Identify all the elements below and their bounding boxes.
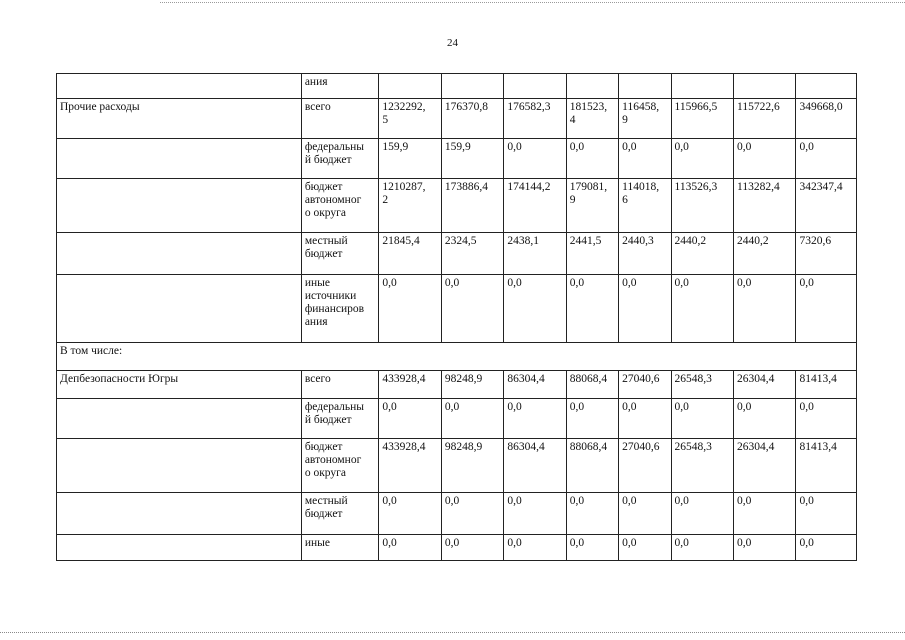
amount-cell: 0,0: [441, 275, 503, 343]
amount-cell: 81413,4: [796, 371, 857, 399]
amount-cell: 0,0: [734, 399, 796, 439]
amount-cell: 0,0: [796, 535, 857, 561]
section-label: В том числе:: [57, 343, 857, 371]
amount-cell: 0,0: [671, 139, 733, 179]
amount-cell: 27040,6: [619, 439, 671, 493]
amount-cell: 0,0: [441, 399, 503, 439]
amount-cell: 7320,6: [796, 233, 857, 275]
amount-cell: 0,0: [504, 275, 566, 343]
amount-cell: 115722,6: [734, 99, 796, 139]
amount-cell: 181523, 4: [566, 99, 618, 139]
expense-name-cell: [57, 275, 302, 343]
amount-cell: 0,0: [796, 399, 857, 439]
amount-cell: 26548,3: [671, 371, 733, 399]
expense-name-cell: Прочие расходы: [57, 99, 302, 139]
amount-cell: 0,0: [441, 493, 503, 535]
amount-cell: 0,0: [504, 139, 566, 179]
amount-cell: 114018, 6: [619, 179, 671, 233]
expense-name-cell: [57, 74, 302, 99]
amount-cell: 2438,1: [504, 233, 566, 275]
amount-cell: 86304,4: [504, 371, 566, 399]
table-row: [57, 99, 857, 139]
amount-cell: 27040,6: [619, 371, 671, 399]
funding-source-cell: всего: [301, 99, 379, 139]
amount-cell: 174144,2: [504, 179, 566, 233]
table-row: [57, 275, 857, 343]
expense-name-cell: [57, 179, 302, 233]
amount-cell: 0,0: [734, 275, 796, 343]
amount-cell: 0,0: [671, 493, 733, 535]
amount-cell: 0,0: [796, 275, 857, 343]
amount-cell: 21845,4: [379, 233, 441, 275]
amount-cell: 0,0: [566, 493, 618, 535]
amount-cell: 26548,3: [671, 439, 733, 493]
funding-source-cell: бюджет автономног о округа: [301, 179, 379, 233]
table-row: [57, 399, 857, 439]
amount-cell: [566, 74, 618, 99]
amount-cell: 0,0: [441, 535, 503, 561]
table-row: [57, 139, 857, 179]
funding-source-cell: иные: [301, 535, 379, 561]
funding-source-cell: иные источники финансиров ания: [301, 275, 379, 343]
amount-cell: 0,0: [379, 535, 441, 561]
amount-cell: 26304,4: [734, 371, 796, 399]
scan-artifact-bottom: [0, 632, 905, 636]
amount-cell: 0,0: [566, 535, 618, 561]
expense-name-cell: [57, 399, 302, 439]
table-row: [57, 233, 857, 275]
amount-cell: 113282,4: [734, 179, 796, 233]
amount-cell: 81413,4: [796, 439, 857, 493]
amount-cell: 0,0: [734, 139, 796, 179]
page-number: 24: [447, 37, 458, 49]
amount-cell: 2440,2: [671, 233, 733, 275]
amount-cell: [619, 74, 671, 99]
amount-cell: 2440,2: [734, 233, 796, 275]
amount-cell: 98248,9: [441, 371, 503, 399]
amount-cell: 1232292, 5: [379, 99, 441, 139]
amount-cell: 176582,3: [504, 99, 566, 139]
amount-cell: 0,0: [379, 275, 441, 343]
amount-cell: 0,0: [734, 493, 796, 535]
amount-cell: 0,0: [619, 493, 671, 535]
amount-cell: 26304,4: [734, 439, 796, 493]
amount-cell: 159,9: [441, 139, 503, 179]
amount-cell: 342347,4: [796, 179, 857, 233]
scan-artifact-top: [160, 2, 905, 5]
amount-cell: 0,0: [566, 275, 618, 343]
amount-cell: 0,0: [671, 275, 733, 343]
amount-cell: 0,0: [796, 493, 857, 535]
expense-name-cell: [57, 139, 302, 179]
amount-cell: 433928,4: [379, 371, 441, 399]
amount-cell: 0,0: [379, 493, 441, 535]
expense-name-cell: [57, 233, 302, 275]
funding-source-cell: ания: [301, 74, 379, 99]
funding-source-cell: федеральны й бюджет: [301, 399, 379, 439]
amount-cell: 433928,4: [379, 439, 441, 493]
amount-cell: 116458, 9: [619, 99, 671, 139]
budget-table: [56, 73, 857, 561]
table-row: [57, 439, 857, 493]
table-row: [57, 535, 857, 561]
amount-cell: 0,0: [619, 275, 671, 343]
amount-cell: 349668,0: [796, 99, 857, 139]
amount-cell: 115966,5: [671, 99, 733, 139]
table-row: [57, 74, 857, 99]
amount-cell: 0,0: [566, 139, 618, 179]
amount-cell: 2324,5: [441, 233, 503, 275]
expense-name-cell: [57, 535, 302, 561]
amount-cell: [671, 74, 733, 99]
amount-cell: 2441,5: [566, 233, 618, 275]
expense-name-cell: [57, 493, 302, 535]
expense-name-cell: [57, 439, 302, 493]
amount-cell: 88068,4: [566, 439, 618, 493]
amount-cell: 159,9: [379, 139, 441, 179]
amount-cell: 0,0: [619, 535, 671, 561]
funding-source-cell: местный бюджет: [301, 233, 379, 275]
funding-source-cell: местный бюджет: [301, 493, 379, 535]
amount-cell: 176370,8: [441, 99, 503, 139]
amount-cell: 0,0: [619, 399, 671, 439]
section-row: [57, 343, 857, 371]
amount-cell: 1210287, 2: [379, 179, 441, 233]
amount-cell: 86304,4: [504, 439, 566, 493]
amount-cell: [734, 74, 796, 99]
amount-cell: 0,0: [566, 399, 618, 439]
table-row: [57, 493, 857, 535]
amount-cell: 88068,4: [566, 371, 618, 399]
amount-cell: 98248,9: [441, 439, 503, 493]
amount-cell: 0,0: [796, 139, 857, 179]
table-row: [57, 179, 857, 233]
amount-cell: 2440,3: [619, 233, 671, 275]
amount-cell: 113526,3: [671, 179, 733, 233]
amount-cell: 173886,4: [441, 179, 503, 233]
expense-name-cell: Депбезопасности Югры: [57, 371, 302, 399]
amount-cell: 0,0: [504, 399, 566, 439]
table-row: [57, 371, 857, 399]
amount-cell: 0,0: [734, 535, 796, 561]
amount-cell: [379, 74, 441, 99]
amount-cell: 179081, 9: [566, 179, 618, 233]
amount-cell: [441, 74, 503, 99]
amount-cell: [796, 74, 857, 99]
funding-source-cell: всего: [301, 371, 379, 399]
funding-source-cell: федеральны й бюджет: [301, 139, 379, 179]
amount-cell: 0,0: [504, 535, 566, 561]
amount-cell: [504, 74, 566, 99]
amount-cell: 0,0: [379, 399, 441, 439]
amount-cell: 0,0: [671, 399, 733, 439]
funding-source-cell: бюджет автономног о округа: [301, 439, 379, 493]
amount-cell: 0,0: [619, 139, 671, 179]
amount-cell: 0,0: [671, 535, 733, 561]
amount-cell: 0,0: [504, 493, 566, 535]
